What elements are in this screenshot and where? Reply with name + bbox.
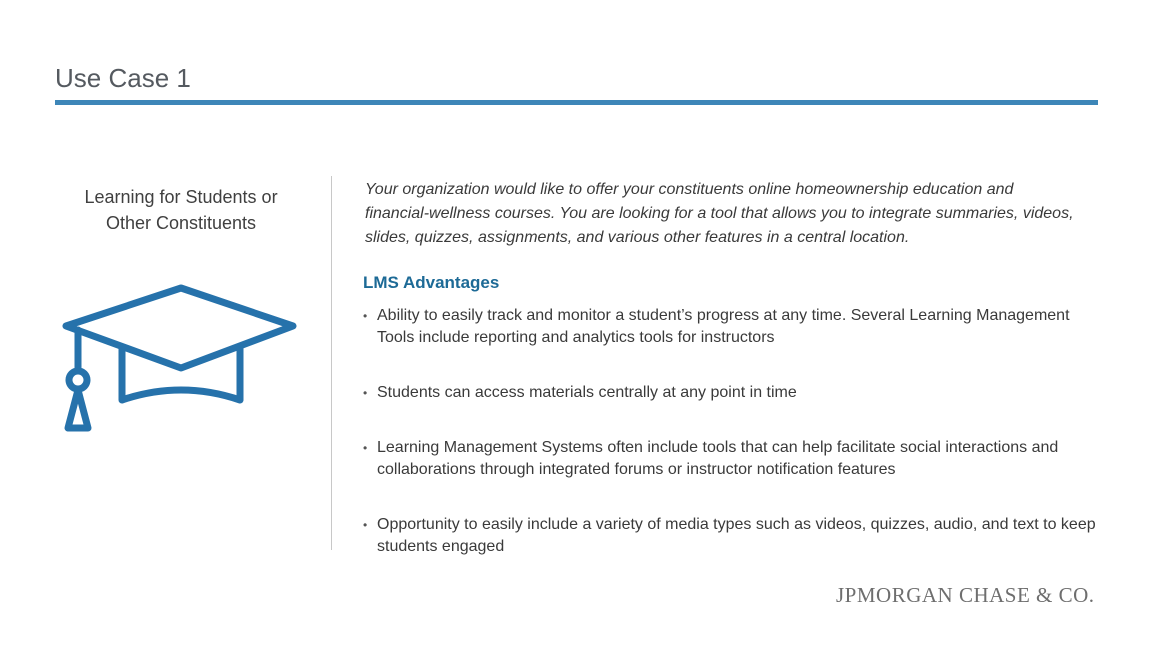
scenario-description: Your organization would like to offer your constituents online homeownership education and financial-wellness courses. You are looking for a tool that allows you to integrate summaries, videos, slides, quizzes, assignments, and various other features in a central location. [365, 181, 1074, 246]
list-item [363, 437, 1103, 481]
list-item-text: Opportunity to easily include a variety of media types such as videos, quizzes, audio, and text to keep students engaged [377, 516, 1096, 555]
use-case-label: Learning for Students or Other Constituents [84, 187, 278, 233]
company-logo: JPMORGAN CHASE & CO. [836, 583, 1095, 607]
list-item-text: Students can access materials centrally at any point in time [377, 384, 797, 401]
list-item [363, 305, 1103, 349]
list-item-text: Learning Management Systems often include tools that can help facilitate social interactions and collaborations through integrated forums or instructor notification features [377, 439, 1059, 478]
bullet-icon: • [363, 386, 368, 400]
slide-title: Use Case 1 [55, 63, 191, 93]
title-underline [55, 100, 1098, 105]
advantages-heading: LMS Advantages [363, 273, 500, 292]
list-item-text: Ability to easily track and monitor a student’s progress at any time. Several Learning Management Tools include reporting and analytics tools for instructors [377, 307, 1070, 346]
bullet-icon: • [363, 441, 368, 455]
bullet-icon: • [363, 309, 368, 323]
list-item [363, 382, 1103, 404]
vertical-divider [331, 176, 332, 550]
bullet-icon: • [363, 518, 368, 532]
list-item [363, 514, 1103, 558]
graduation-cap-icon [58, 282, 303, 442]
advantages-list [363, 305, 1103, 591]
